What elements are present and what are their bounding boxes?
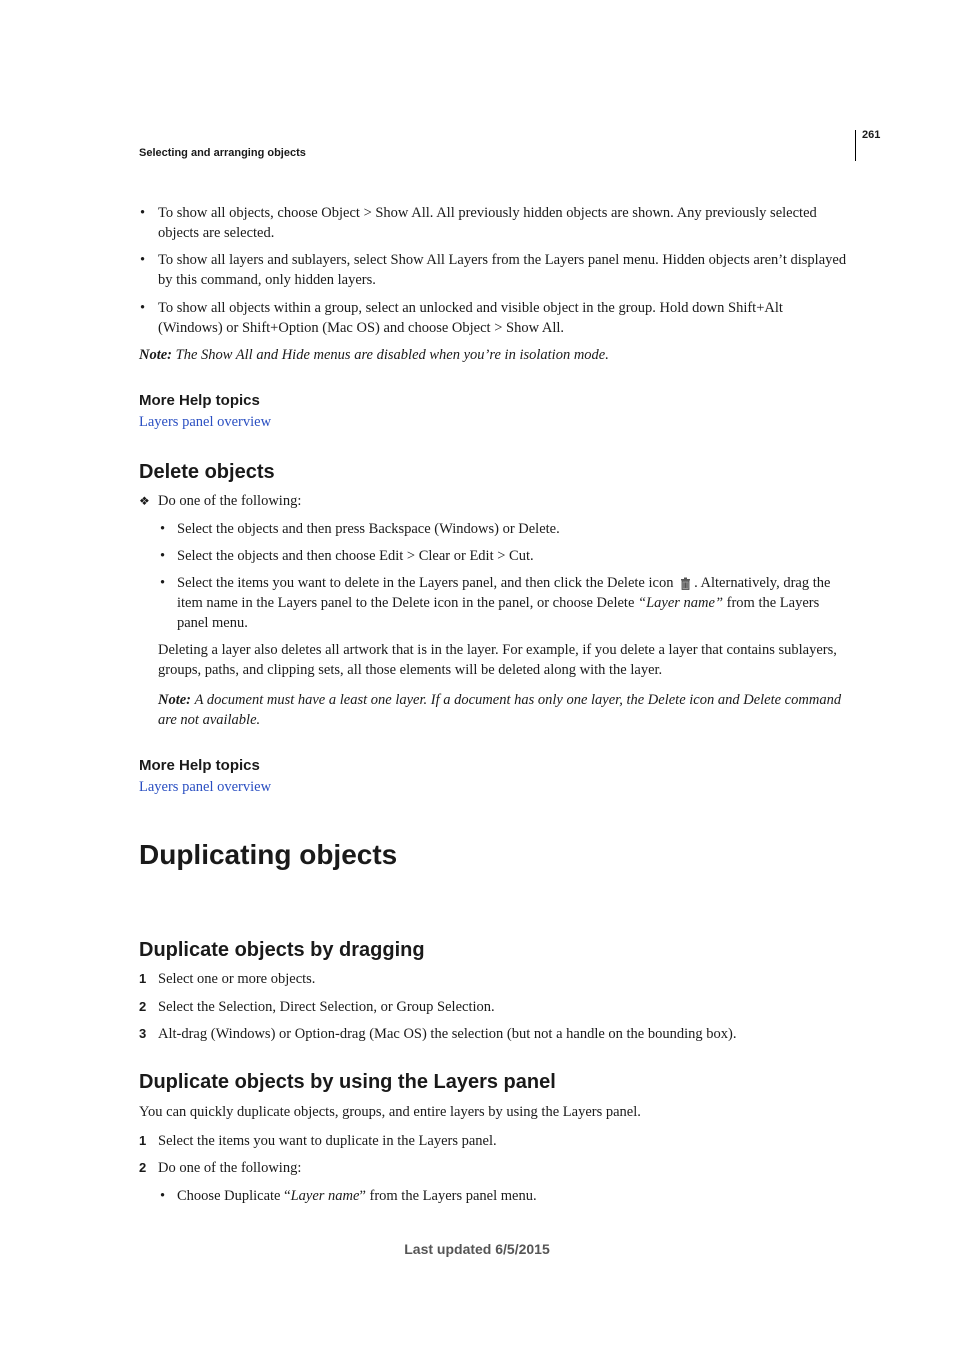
list-item-line: item name in the Layers panel to the Delete icon in the panel, or choose Delete “Layer name” from the Layers [177, 595, 820, 611]
list-item-line: To show all objects, choose Object > Show All. All previously hidden objects are shown. Any previously selected [158, 205, 817, 221]
note-label: Note: [158, 692, 192, 708]
paragraph: You can quickly duplicate objects, groups, and entire layers by using the Layers panel. [139, 1104, 641, 1120]
step-text: Do one of the following: [158, 1160, 302, 1176]
list-item-line: To show all objects within a group, select an unlocked and visible object in the group. Hold down Shift+Alt [158, 300, 783, 316]
list-item [158, 298, 850, 338]
list-item: Select the objects and then choose Edit > Clear or Edit > Cut. [177, 548, 534, 564]
list-item: Choose Duplicate “Layer name” from the Layers panel menu. [177, 1188, 537, 1204]
page-number: 261 [862, 129, 881, 141]
header-rule [855, 130, 856, 161]
bullet-marker: • [140, 252, 146, 268]
step-text: Select the items you want to duplicate in the Layers panel. [158, 1133, 497, 1149]
diamond-bullet-icon: ❖ [139, 494, 150, 508]
step-text: Select the Selection, Direct Selection, or Group Selection. [158, 999, 495, 1015]
note [158, 690, 858, 730]
bullet-marker: • [160, 521, 166, 537]
trash-icon [679, 576, 692, 589]
list-item-line: objects are selected. [158, 225, 275, 241]
step-number: 2 [139, 999, 147, 1014]
bullet-marker: • [160, 1188, 166, 1204]
list-item-line: Select the items you want to delete in the Layers panel, and then click the Delete icon . Alternatively, drag the [177, 575, 831, 591]
layers-panel-overview-link[interactable]: Layers panel overview [139, 779, 272, 795]
list-item [158, 250, 850, 290]
list-item-line: panel menu. [177, 615, 248, 631]
step-number: 2 [139, 1160, 147, 1175]
bullet-marker: • [160, 548, 166, 564]
step-text: Alt-drag (Windows) or Option-drag (Mac OS) the selection (but not a handle on the bounding box). [158, 1026, 737, 1042]
step-text: Select one or more objects. [158, 971, 316, 987]
list-item: Select the objects and then press Backspace (Windows) or Delete. [177, 521, 560, 537]
list-item-line: To show all layers and sublayers, select Show All Layers from the Layers panel menu. Hidden objects aren’t displayed [158, 252, 847, 268]
step-number: 1 [139, 1133, 147, 1148]
running-header: Selecting and arranging objects [139, 147, 306, 159]
list-item-line: by this command, only hidden layers. [158, 272, 376, 288]
section-heading: Duplicate objects by dragging [139, 939, 425, 961]
section-heading: Duplicate objects by using the Layers panel [139, 1071, 556, 1093]
bullet-marker: • [140, 300, 146, 316]
chapter-heading: Duplicating objects [139, 839, 398, 870]
note-text: are not available. [158, 712, 261, 728]
note-label: Note: [139, 347, 173, 363]
list-item [158, 203, 850, 243]
bullet-marker: • [140, 205, 146, 221]
last-updated-footer: Last updated 6/5/2015 [404, 1241, 550, 1257]
layers-panel-overview-link[interactable]: Layers panel overview [139, 414, 272, 430]
paragraph: Deleting a layer also deletes all artwork that is in the layer. For example, if you delete a layer that contains sublayers, groups, paths, and clipping sets, all those elements will be deleted along with the layer. [158, 642, 837, 678]
section-heading: Delete objects [139, 461, 275, 483]
list-item [177, 573, 857, 633]
more-help-heading: More Help topics [139, 392, 260, 409]
note-text: The Show All and Hide menus are disabled when you’re in isolation mode. [175, 347, 609, 363]
note [139, 345, 854, 365]
more-help-heading: More Help topics [139, 757, 260, 774]
note-text: A document must have a least one layer. If a document has only one layer, the Delete icon and Delete command [194, 692, 842, 708]
step-number: 1 [139, 971, 147, 986]
bullet-marker: • [160, 575, 166, 591]
step-number: 3 [139, 1026, 147, 1041]
instruction-intro: Do one of the following: [158, 493, 302, 509]
list-item-line: (Windows) or Shift+Option (Mac OS) and choose Object > Show All. [158, 320, 565, 336]
